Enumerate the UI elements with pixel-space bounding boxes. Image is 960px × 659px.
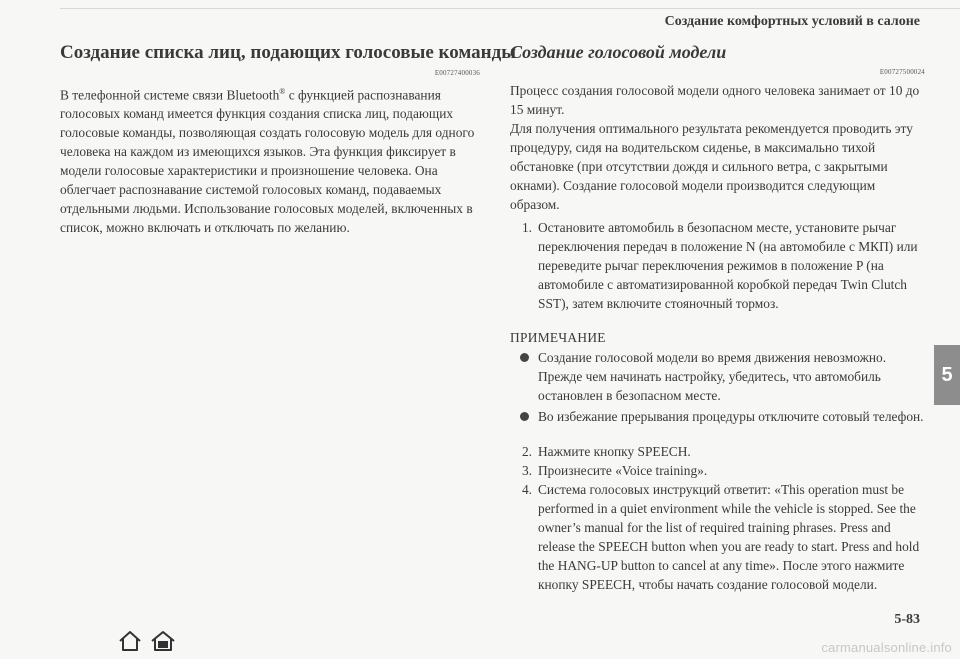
step-item <box>510 442 925 461</box>
running-header: Создание комфортных условий в салоне <box>664 14 920 29</box>
left-paragraph <box>60 82 480 237</box>
steps-first <box>510 218 925 313</box>
note-text: Во избежание прерывания процедуры отключите сотовый телефон. <box>538 409 924 424</box>
home-icon[interactable] <box>118 630 142 652</box>
chapter-home-icon[interactable] <box>150 630 176 652</box>
left-code: E00727400036 <box>434 69 480 77</box>
watermark: carmanualsonline.info <box>821 640 952 655</box>
top-rule <box>60 8 960 9</box>
step-text: Нажмите кнопку SPEECH. <box>538 444 691 459</box>
left-column <box>60 42 517 237</box>
bullet-icon <box>520 353 529 362</box>
step-number: 4. <box>521 482 532 497</box>
step-item <box>510 461 925 480</box>
bullet-icon <box>520 412 529 421</box>
note-item <box>520 348 925 405</box>
registered-mark: ® <box>279 87 286 96</box>
page-number: 5-83 <box>894 612 920 627</box>
chapter-tab: 5 <box>934 345 960 405</box>
note-heading: ПРИМЕЧАНИЕ <box>510 330 606 345</box>
right-intro-1: Процесс создания голосовой модели одного человека занимает от 10 до 15 минут. <box>510 83 920 117</box>
left-title: Создание списка лиц, подающих голосовые команды <box>60 42 517 63</box>
left-paragraph-pre: В телефонной системе связи Bluetooth <box>60 87 280 103</box>
right-section-title <box>510 42 925 63</box>
right-intro-2: Для получения оптимального результата рекомендуется проводить эту процедуру, сидя на водительском сиденье, в максимально тихой обстановке (при отсутствии дождя и сильного ветра, с закрытыми окнами). Создание голосовой модели производится следующим образом. <box>510 121 913 212</box>
note-text: Создание голосовой модели во время движения невозможно. Прежде чем начинать настройку, убедитесь, что автомобиль остановлен в безопасном месте. <box>538 350 887 403</box>
right-title: Создание голосовой модели <box>510 42 727 62</box>
step-text: Произнесите «Voice training». <box>538 463 708 478</box>
step-number: 1. <box>521 220 532 235</box>
step-item <box>510 218 925 313</box>
step-number: 3. <box>521 463 532 478</box>
right-code: E00727500024 <box>879 68 925 76</box>
notes-list <box>510 348 925 426</box>
left-paragraph-post: с функцией распознавания голосовых команд имеется функция создания списка лиц, подающих голосовые команды, позволяющая создать голосовую модель для одного человека на каждом из имеющихся языков. Эта функция фиксирует в модели голосовые характеристики и произношение человека. Она облегчает распознавание системой голосовых команд, подаваемых отдельными людьми. Использование голосовых моделей, включенных в список, можно включать и отключать по желанию. <box>60 87 475 236</box>
left-section-title <box>60 42 517 64</box>
right-code-wrap <box>510 61 925 79</box>
right-column <box>510 42 925 594</box>
note-item <box>520 407 925 426</box>
step-number: 2. <box>521 444 532 459</box>
step-text: Остановите автомобиль в безопасном месте, установите рычаг переключения передач в положение N (на автомобиле с МКП) или переведите рычаг переключения режимов в положение P (на автомобиле с автоматизированной коробкой передач Twin Clutch SST), затем включите стояночный тормоз. <box>538 220 918 311</box>
left-code-wrap <box>60 62 480 80</box>
steps-second <box>510 442 925 594</box>
bottom-icons <box>118 630 176 652</box>
step-text: Система голосовых инструкций ответит: «This operation must be performed in a quiet environment while the vehicle is stopped. See the owner’s manual for the list of required training phrases. Press and release the SPEECH button when you are ready to start. Press and hold the HANG-UP button to cancel at any time». После этого нажмите кнопку SPEECH, чтобы начать создание голосовой модели. <box>538 482 920 592</box>
step-item <box>510 480 925 594</box>
